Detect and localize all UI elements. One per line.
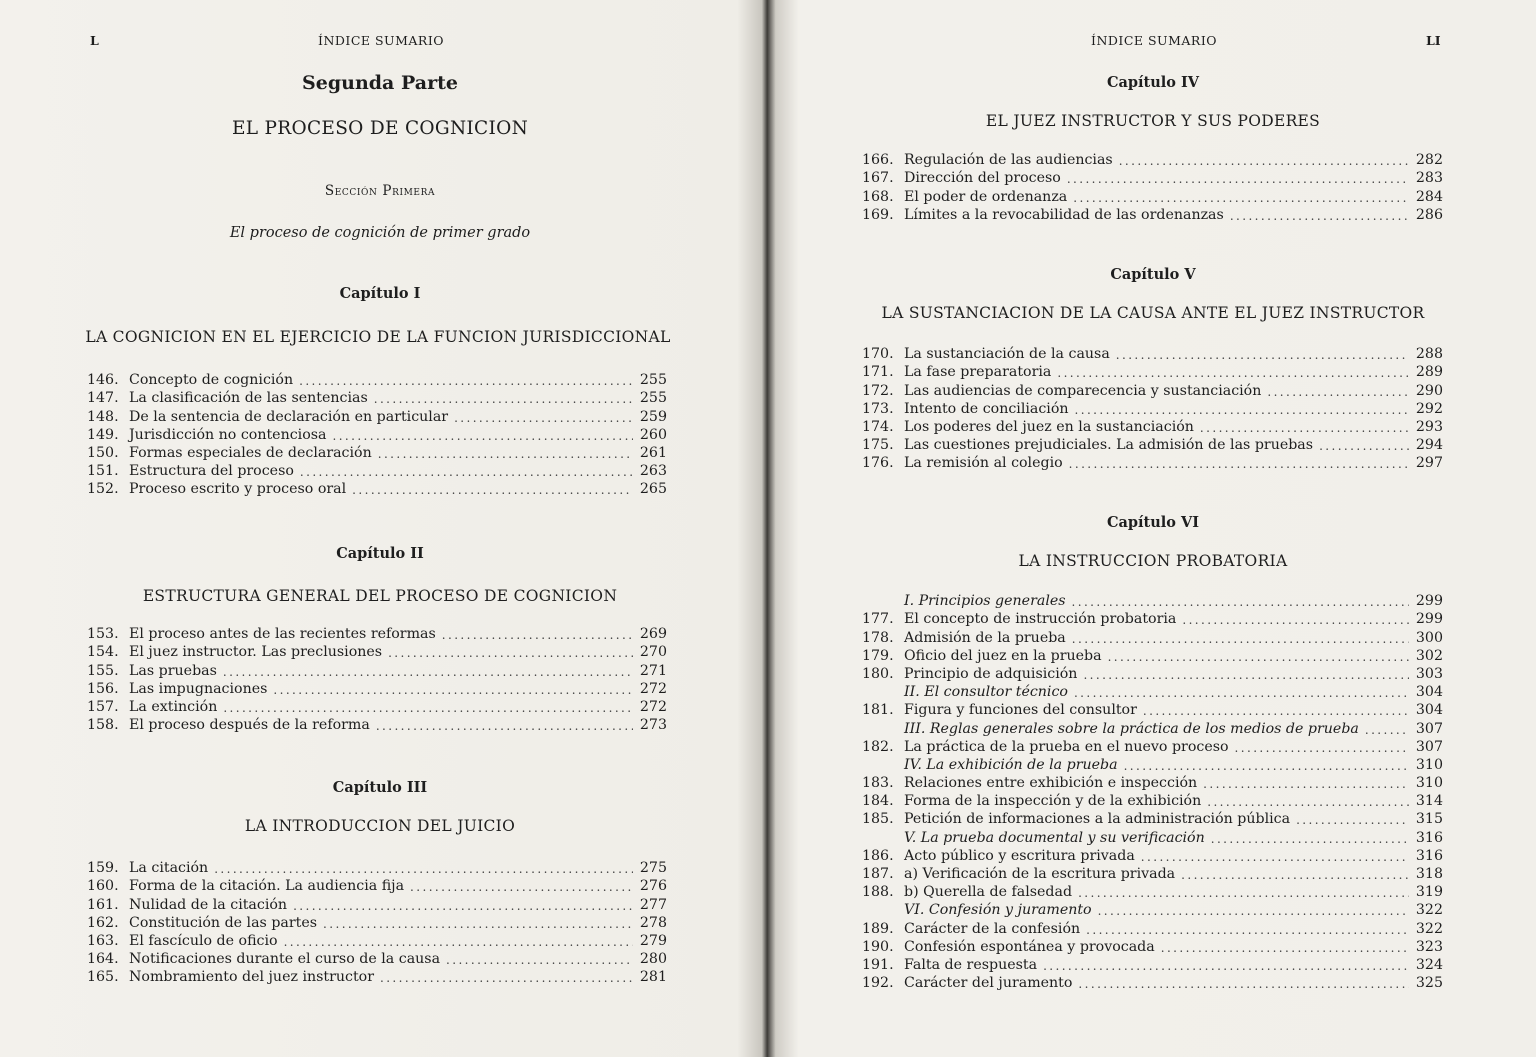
- entry-number: 189.: [862, 920, 894, 937]
- dot-leader: [1074, 686, 1409, 700]
- entry-page: 289: [1415, 364, 1443, 381]
- entry-title: V. La prueba documental y su verificación: [904, 829, 1205, 846]
- toc-entry: [87, 425, 667, 443]
- toc-subheading: [862, 682, 1443, 700]
- entry-number: 154.: [87, 644, 119, 661]
- entry-number: 173.: [862, 400, 894, 417]
- entry-page: 279: [639, 932, 667, 949]
- entry-page: 255: [639, 390, 667, 407]
- toc-entry: [862, 344, 1443, 362]
- entry-page: 265: [639, 481, 667, 498]
- toc-entry: [862, 609, 1443, 627]
- chapter-title: LA SUSTANCIACION DE LA CAUSA ANTE EL JUEZ INSTRUCTOR: [881, 304, 1425, 322]
- entry-number: 157.: [87, 698, 119, 715]
- toc-list: [87, 624, 667, 733]
- entry-title: Jurisdicción no contenciosa: [129, 426, 327, 443]
- chapter-title: LA INSTRUCCION PROBATORIA: [1018, 552, 1288, 570]
- entry-title: La citación: [129, 860, 209, 877]
- entry-page: 259: [639, 408, 667, 425]
- entry-title: Las audiencias de comparecencia y sustanciación: [904, 382, 1262, 399]
- toc-entry: [862, 627, 1443, 645]
- dot-leader: [1073, 191, 1409, 205]
- entry-page: 314: [1415, 793, 1443, 810]
- dot-leader: [1200, 421, 1409, 435]
- dot-leader: [1075, 403, 1409, 417]
- toc-entry: [862, 973, 1443, 991]
- entry-number: 163.: [87, 932, 119, 949]
- entry-number: 178.: [862, 629, 894, 646]
- entry-number: 170.: [862, 346, 894, 363]
- entry-page: 316: [1415, 829, 1443, 846]
- dot-leader: [1203, 777, 1409, 791]
- toc-entry: [862, 150, 1443, 168]
- chapter-label: Capítulo I: [339, 285, 421, 302]
- entry-number: 179.: [862, 647, 894, 664]
- entry-title: El proceso después de la reforma: [129, 717, 370, 734]
- dot-leader: [1078, 886, 1409, 900]
- entry-number: 175.: [862, 437, 894, 454]
- toc-entry: [87, 894, 667, 912]
- entry-page: 299: [1415, 611, 1443, 628]
- entry-title: El poder de ordenanza: [904, 188, 1068, 205]
- toc-subheading: [862, 718, 1443, 736]
- entry-number: 155.: [87, 662, 119, 679]
- entry-page: 261: [639, 444, 667, 461]
- entry-title: La sustanciación de la causa: [904, 346, 1110, 363]
- entry-page: 322: [1415, 902, 1443, 919]
- entry-title: Formas especiales de declaración: [129, 444, 372, 461]
- toc-entry: [862, 453, 1443, 471]
- entry-number: 150.: [87, 444, 119, 461]
- toc-entry: [862, 955, 1443, 973]
- toc-entry: [862, 809, 1443, 827]
- dot-leader: [1182, 613, 1409, 627]
- entry-title: II. El consultor técnico: [904, 684, 1068, 701]
- toc-entry: [87, 443, 667, 461]
- entry-number: 181.: [862, 702, 894, 719]
- dot-leader: [1211, 832, 1409, 846]
- entry-number: 180.: [862, 665, 894, 682]
- section-subtitle: El proceso de cognición de primer grado: [229, 225, 531, 241]
- chapter-label: Capítulo IV: [1106, 74, 1200, 91]
- dot-leader: [1161, 941, 1409, 955]
- entry-title: Relaciones entre exhibición e inspección: [904, 775, 1198, 792]
- part-subtitle: EL PROCESO DE COGNICION: [231, 118, 529, 139]
- entry-page: 303: [1415, 665, 1443, 682]
- running-head: ÍNDICE SUMARIO: [1091, 33, 1218, 48]
- entry-page: 300: [1415, 629, 1443, 646]
- entry-page: 319: [1415, 884, 1443, 901]
- entry-title: Constitución de las partes: [129, 914, 318, 931]
- dot-leader: [214, 862, 633, 876]
- entry-title: Figura y funciones del consultor: [904, 702, 1137, 719]
- dot-leader: [388, 646, 633, 660]
- entry-page: 310: [1415, 756, 1443, 773]
- entry-number: 191.: [862, 956, 894, 973]
- toc-entry: [862, 186, 1443, 204]
- toc-entry: [862, 168, 1443, 186]
- dot-leader: [293, 899, 633, 913]
- entry-page: 270: [639, 644, 667, 661]
- entry-page: 284: [1415, 188, 1443, 205]
- entry-title: Concepto de cognición: [129, 372, 294, 389]
- entry-number: 169.: [862, 206, 894, 223]
- entry-page: 281: [639, 969, 667, 986]
- entry-title: De la sentencia de declaración en particular: [129, 408, 449, 425]
- dot-leader: [380, 971, 633, 985]
- section-label: Sección Primera: [324, 183, 436, 199]
- toc-entry: [87, 370, 667, 388]
- entry-number: 183.: [862, 775, 894, 792]
- chapter-label: Capítulo II: [336, 545, 424, 562]
- entry-number: 153.: [87, 626, 119, 643]
- entry-title: La fase preparatoria: [904, 364, 1052, 381]
- chapter-label: Capítulo VI: [1106, 514, 1200, 531]
- entry-page: 304: [1415, 702, 1443, 719]
- dot-leader: [1143, 704, 1409, 718]
- toc-entry: [862, 882, 1443, 900]
- entry-page: 272: [639, 698, 667, 715]
- toc-entry: [87, 461, 667, 479]
- entry-page: 276: [639, 878, 667, 895]
- toc-entry: [87, 406, 667, 424]
- dot-leader: [1124, 759, 1409, 773]
- dot-leader: [1086, 923, 1409, 937]
- entry-number: 176.: [862, 455, 894, 472]
- toc-entry: [87, 642, 667, 660]
- entry-title: Nombramiento del juez instructor: [129, 969, 374, 986]
- toc-entry: [87, 679, 667, 697]
- entry-page: 273: [639, 717, 667, 734]
- chapter-title: LA INTRODUCCION DEL JUICIO: [244, 817, 516, 835]
- entry-title: Falta de respuesta: [904, 956, 1038, 973]
- entry-page: 324: [1415, 956, 1443, 973]
- entry-number: 192.: [862, 975, 894, 992]
- entry-title: Principio de adquisición: [904, 665, 1078, 682]
- entry-title: La práctica de la prueba en el nuevo proceso: [904, 738, 1229, 755]
- dot-leader: [299, 374, 633, 388]
- dot-leader: [1230, 209, 1409, 223]
- chapter-title: ESTRUCTURA GENERAL DEL PROCESO DE COGNICION: [142, 587, 618, 605]
- entry-number: 188.: [862, 884, 894, 901]
- dot-leader: [332, 429, 633, 443]
- entry-page: 322: [1415, 920, 1443, 937]
- entry-number: 156.: [87, 680, 119, 697]
- entry-title: El concepto de instrucción probatoria: [904, 611, 1177, 628]
- dot-leader: [1181, 868, 1409, 882]
- toc-entry: [87, 913, 667, 931]
- toc-entry: [862, 864, 1443, 882]
- entry-page: 294: [1415, 437, 1443, 454]
- entry-title: b) Querella de falsedad: [904, 884, 1073, 901]
- entry-title: Forma de la inspección y de la exhibición: [904, 793, 1202, 810]
- dot-leader: [378, 447, 633, 461]
- entry-title: I. Principios generales: [904, 593, 1066, 610]
- entry-page: 260: [639, 426, 667, 443]
- dot-leader: [352, 483, 633, 497]
- entry-title: Admisión de la prueba: [904, 629, 1066, 646]
- toc-entry: [862, 918, 1443, 936]
- dot-leader: [1267, 385, 1409, 399]
- entry-number: 187.: [862, 866, 894, 882]
- dot-leader: [1119, 154, 1409, 168]
- entry-title: Forma de la citación. La audiencia fija: [129, 878, 405, 895]
- entry-page: 325: [1415, 975, 1443, 992]
- dot-leader: [323, 917, 633, 931]
- toc-entry: [87, 479, 667, 497]
- dot-leader: [1319, 439, 1409, 453]
- entry-page: 318: [1415, 866, 1443, 882]
- toc-list: [862, 591, 1443, 991]
- toc-list: [862, 150, 1443, 223]
- entry-number: 146.: [87, 372, 119, 389]
- entry-title: Oficio del juez en la prueba: [904, 647, 1102, 664]
- entry-page: 282: [1415, 152, 1443, 169]
- entry-page: 323: [1415, 938, 1443, 955]
- entry-title: La clasificación de las sentencias: [129, 390, 368, 407]
- toc-entry: [862, 937, 1443, 955]
- toc-entry: [862, 846, 1443, 864]
- page-number: L: [90, 33, 99, 48]
- entry-number: 165.: [87, 969, 119, 986]
- entry-number: 160.: [87, 878, 119, 895]
- entry-title: Intento de conciliación: [904, 400, 1069, 417]
- entry-page: 290: [1415, 382, 1443, 399]
- toc-subheading: [862, 591, 1443, 609]
- toc-entry: [862, 664, 1443, 682]
- toc-entry: [87, 858, 667, 876]
- dot-leader: [1057, 366, 1409, 380]
- entry-title: a) Verificación de la escritura privada: [904, 866, 1176, 882]
- dot-leader: [223, 701, 633, 715]
- entry-number: 185.: [862, 811, 894, 828]
- dot-leader: [454, 411, 633, 425]
- entry-page: 286: [1415, 206, 1443, 223]
- toc-entry: [862, 773, 1443, 791]
- chapter-title: LA COGNICION EN EL EJERCICIO DE LA FUNCION JURISDICCIONAL: [85, 328, 671, 346]
- entry-page: 255: [639, 372, 667, 389]
- dot-leader: [1098, 904, 1409, 918]
- entry-title: El fascículo de oficio: [129, 932, 278, 949]
- entry-number: 190.: [862, 938, 894, 955]
- entry-title: Las impugnaciones: [129, 680, 268, 697]
- entry-title: Los poderes del juez en la sustanciación: [904, 418, 1194, 435]
- toc-entry: [87, 931, 667, 949]
- entry-title: La remisión al colegio: [904, 455, 1063, 472]
- dot-leader: [1083, 668, 1409, 682]
- dot-leader: [1296, 813, 1409, 827]
- entry-page: 269: [639, 626, 667, 643]
- entry-number: 152.: [87, 481, 119, 498]
- toc-entry: [87, 624, 667, 642]
- dot-leader: [1365, 723, 1409, 737]
- entry-number: 159.: [87, 860, 119, 877]
- entry-page: 280: [639, 951, 667, 968]
- entry-page: 315: [1415, 811, 1443, 828]
- toc-subheading: [862, 900, 1443, 918]
- dot-leader: [223, 665, 633, 679]
- toc-entry: [87, 967, 667, 985]
- entry-number: 162.: [87, 914, 119, 931]
- entry-number: 149.: [87, 426, 119, 443]
- toc-entry: [87, 949, 667, 967]
- entry-page: 272: [639, 680, 667, 697]
- entry-title: Regulación de las audiencias: [904, 152, 1113, 169]
- entry-page: 278: [639, 914, 667, 931]
- toc-entry: [862, 380, 1443, 398]
- entry-page: 304: [1415, 684, 1443, 701]
- toc-entry: [862, 417, 1443, 435]
- entry-title: El juez instructor. Las preclusiones: [129, 644, 383, 661]
- dot-leader: [284, 935, 633, 949]
- page-number: LI: [1426, 33, 1441, 48]
- entry-title: La extinción: [129, 698, 218, 715]
- entry-page: 316: [1415, 847, 1443, 864]
- entry-page: 307: [1415, 720, 1443, 737]
- entry-number: 182.: [862, 738, 894, 755]
- toc-entry: [87, 660, 667, 678]
- toc-entry: [862, 737, 1443, 755]
- chapter-title: EL JUEZ INSTRUCTOR Y SUS PODERES: [985, 112, 1321, 130]
- toc-list: [87, 858, 667, 985]
- entry-number: 164.: [87, 951, 119, 968]
- toc-list: [862, 344, 1443, 471]
- entry-page: 275: [639, 860, 667, 877]
- dot-leader: [1078, 977, 1409, 991]
- dot-leader: [273, 683, 633, 697]
- entry-title: Dirección del proceso: [904, 170, 1061, 187]
- entry-title: Las cuestiones prejudiciales. La admisión de las pruebas: [904, 437, 1314, 454]
- entry-title: Notificaciones durante el curso de la causa: [129, 951, 441, 968]
- entry-title: IV. La exhibición de la prueba: [904, 756, 1118, 773]
- toc-entry: [862, 362, 1443, 380]
- entry-page: 302: [1415, 647, 1443, 664]
- entry-title: Petición de informaciones a la administración pública: [904, 811, 1291, 828]
- entry-number: 147.: [87, 390, 119, 407]
- left-page: [0, 0, 760, 1057]
- toc-entry: [862, 646, 1443, 664]
- toc-entry: [862, 700, 1443, 718]
- entry-page: 271: [639, 662, 667, 679]
- entry-page: 310: [1415, 775, 1443, 792]
- entry-page: 263: [639, 463, 667, 480]
- toc-entry: [862, 791, 1443, 809]
- toc-entry: [87, 876, 667, 894]
- entry-title: El proceso antes de las recientes reformas: [129, 626, 436, 643]
- entry-number: 167.: [862, 170, 894, 187]
- entry-page: 283: [1415, 170, 1443, 187]
- dot-leader: [1235, 741, 1409, 755]
- dot-leader: [1069, 457, 1409, 471]
- entry-page: 288: [1415, 346, 1443, 363]
- entry-page: 299: [1415, 593, 1443, 610]
- entry-page: 297: [1415, 455, 1443, 472]
- entry-number: 177.: [862, 611, 894, 628]
- entry-title: Confesión espontánea y provocada: [904, 938, 1155, 955]
- dot-leader: [1043, 959, 1409, 973]
- entry-page: 277: [639, 896, 667, 913]
- toc-entry: [87, 388, 667, 406]
- entry-number: 148.: [87, 408, 119, 425]
- dot-leader: [1108, 650, 1409, 664]
- entry-title: Las pruebas: [129, 662, 217, 679]
- part-title: Segunda Parte: [302, 72, 458, 94]
- dot-leader: [1141, 850, 1409, 864]
- toc-subheading: [862, 827, 1443, 845]
- entry-title: Carácter de la confesión: [904, 920, 1081, 937]
- dot-leader: [446, 953, 633, 967]
- toc-entry: [862, 205, 1443, 223]
- right-page: [770, 0, 1536, 1057]
- dot-leader: [1207, 795, 1409, 809]
- entry-number: 184.: [862, 793, 894, 810]
- entry-number: 174.: [862, 418, 894, 435]
- dot-leader: [442, 628, 633, 642]
- toc-entry: [87, 697, 667, 715]
- entry-number: 166.: [862, 152, 894, 169]
- toc-list: [87, 370, 667, 497]
- running-head: ÍNDICE SUMARIO: [318, 33, 445, 48]
- dot-leader: [1067, 172, 1409, 186]
- entry-page: 293: [1415, 418, 1443, 435]
- entry-number: 172.: [862, 382, 894, 399]
- entry-number: 158.: [87, 717, 119, 734]
- toc-entry: [862, 399, 1443, 417]
- dot-leader: [1116, 348, 1409, 362]
- entry-number: 168.: [862, 188, 894, 205]
- entry-title: Carácter del juramento: [904, 975, 1073, 992]
- entry-number: 186.: [862, 847, 894, 864]
- dot-leader: [410, 880, 633, 894]
- dot-leader: [374, 392, 633, 406]
- entry-title: VI. Confesión y juramento: [904, 902, 1092, 919]
- entry-page: 307: [1415, 738, 1443, 755]
- toc-subheading: [862, 755, 1443, 773]
- entry-title: Proceso escrito y proceso oral: [129, 481, 347, 498]
- dot-leader: [376, 719, 633, 733]
- toc-entry: [87, 715, 667, 733]
- entry-title: III. Reglas generales sobre la práctica de los medios de prueba: [904, 720, 1359, 737]
- chapter-label: Capítulo III: [332, 779, 428, 796]
- entry-number: 161.: [87, 896, 119, 913]
- entry-page: 292: [1415, 400, 1443, 417]
- dot-leader: [1072, 595, 1409, 609]
- entry-title: Límites a la revocabilidad de las ordenanzas: [904, 206, 1224, 223]
- entry-title: Acto público y escritura privada: [904, 847, 1135, 864]
- dot-leader: [1072, 632, 1409, 646]
- chapter-label: Capítulo V: [1110, 266, 1196, 283]
- toc-entry: [862, 435, 1443, 453]
- entry-number: 171.: [862, 364, 894, 381]
- entry-title: Estructura del proceso: [129, 463, 294, 480]
- dot-leader: [300, 465, 633, 479]
- entry-title: Nulidad de la citación: [129, 896, 288, 913]
- entry-number: 151.: [87, 463, 119, 480]
